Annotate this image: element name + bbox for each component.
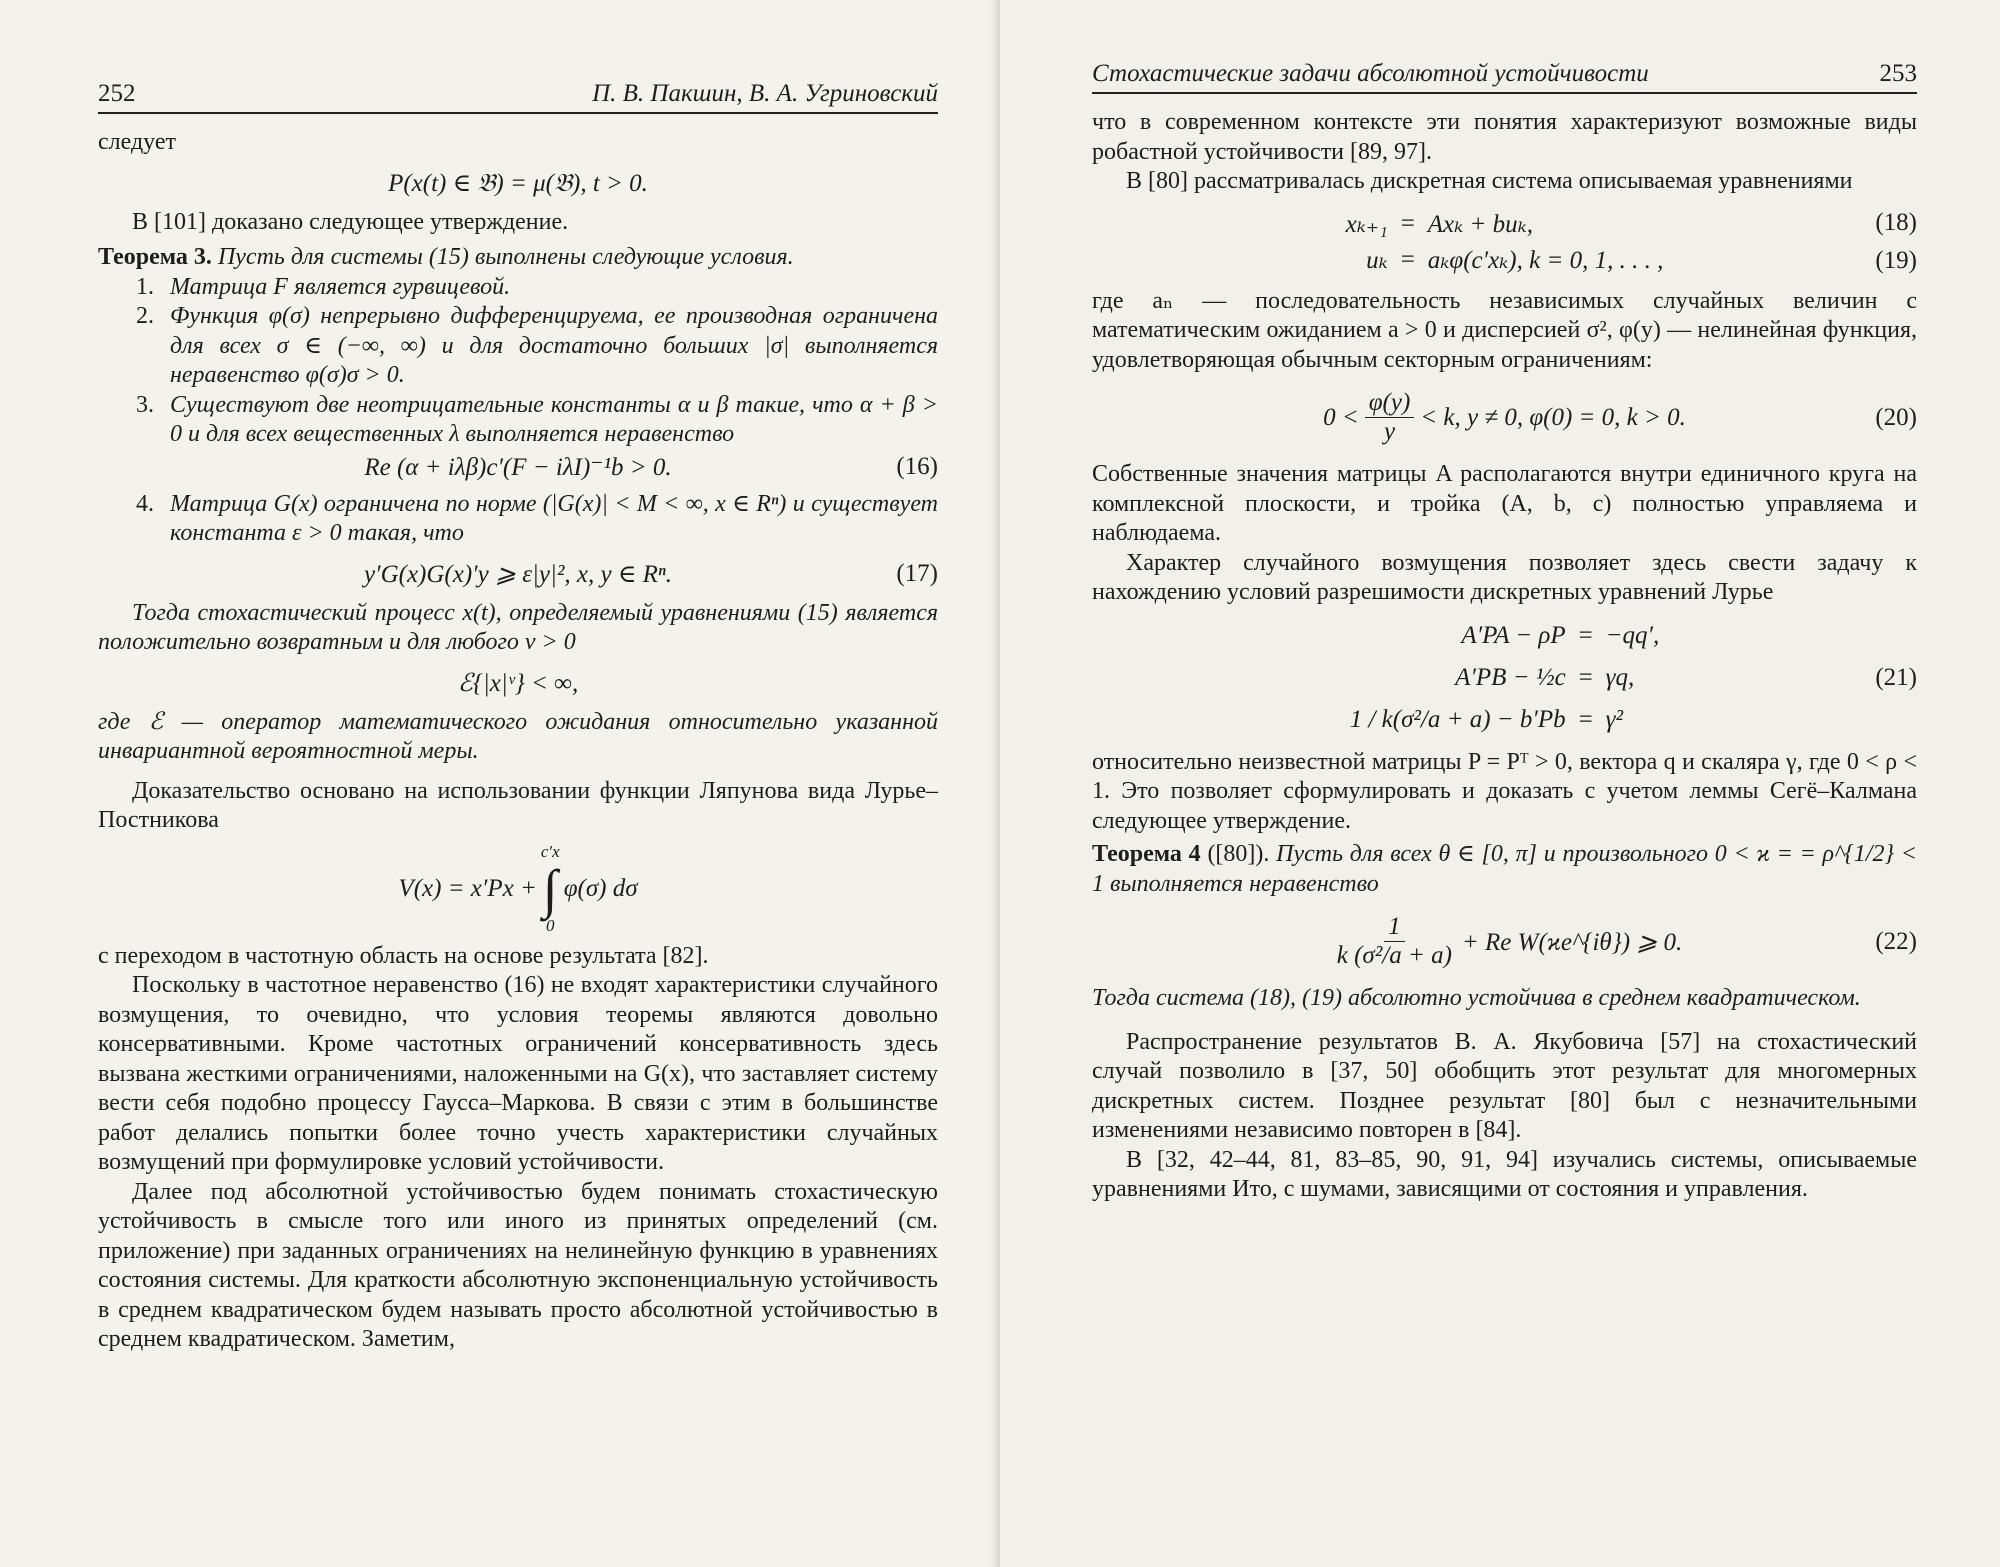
paragraph-proved: В [101] доказано следующее утверждение. — [132, 208, 569, 235]
paragraph-frequency: с переходом в частотную область на основе результата [82]. — [98, 942, 709, 969]
equations-18-19: xₖ₊₁ = Axₖ + buₖ, uₖ = aₖφ(c′xₖ), k = 0, 1, . . . , (18) (19) — [1345, 208, 1917, 274]
equation-16: Re (α + iλβ)c′(F − iλI)⁻¹b > 0. (16) — [364, 452, 938, 481]
right-text-column — [1092, 60, 1917, 1205]
running-head-right: Стохастические задачи абсолютной устойчивости — [1092, 60, 1649, 87]
paragraph-relative: относительно неизвестной матрицы P = Pᵀ > 0, вектора q и скаляра γ, где 0 < ρ < 1. Это позволяет сформулировать и доказать с учетом леммы Сегё–Калмана следующее утверждение. — [1092, 748, 1917, 834]
paragraph-where-a: где aₙ — последовательность независимых случайных величин с математическим ожиданием a > 0 и дисперсией σ², φ(y) — нелинейная функция, удовлетворяющая обычным секторным ограничениям: — [1092, 287, 1917, 373]
theorem-3-conditions — [98, 273, 938, 450]
page-number-left: 252 — [98, 80, 136, 107]
condition-4: 4. Матрица G(x) ограничена по норме (|G(x)| < M < ∞, x ∈ Rⁿ) и существует константа ε > 0 такая, что — [136, 490, 938, 546]
right-page-header — [1092, 60, 1917, 94]
equation-17: y′G(x)G(x)′y ⩾ ε|y|², x, y ∈ Rⁿ. (17) — [364, 559, 938, 588]
paragraph-where: где ℰ — оператор математического ожидания относительно указанной инвариантной вероятностной меры. — [98, 708, 938, 764]
paragraph-then: Тогда стохастический процесс x(t), определяемый уравнениями (15) является положительно возвратным и для любого ν > 0 — [98, 599, 938, 655]
equation-moment: ℰ{|x|ᵛ} < ∞, — [457, 669, 579, 697]
paragraph-further: Далее под абсолютной устойчивостью будем понимать стохастическую устойчивость в смысле того или иного из принятых определений (см. приложение) при заданных ограничениях на нелинейную функцию в уравнениях состояния системы. Для краткости абсолютную экспоненциальную устойчивость в среднем квадратическом будем называть просто абсолютной устойчивостью в среднем квадратическом. Заметим, — [98, 1178, 938, 1352]
theorem-3-conditions-cont — [98, 490, 938, 549]
paragraph-since: Поскольку в частотное неравенство (16) не входят характеристики случайного возмущения, то очевидно, что условия теоремы являются довольно консервативными. Кроме частотных ограничений консервативность здесь вызвана жесткими ограничениями, наложенными на G(x), что заставляет систему вести себя подобно процессу Гаусса–Маркова. В связи с этим в большинстве работ делались попытки более точно учесть характеристики случайных возмущений при формулировке условий устойчивости. — [98, 972, 938, 1175]
paragraph-in-80: В [80] рассматривалась дискретная система описываемая уравнениями — [1126, 168, 1853, 194]
right-page — [1000, 0, 2000, 1567]
page-number-right: 253 — [1879, 60, 1917, 87]
equation-22: $\frac{1}{\text{k (σ²/a + a)}}$ + Re W(ϰe^{iθ}) ⩾ 0. (22) — [1092, 913, 1917, 970]
integral-sign: c′x ∫ 0 — [540, 841, 560, 935]
paragraph-spread: Распространение результатов В. А. Якубовича [57] на стохастический случай позволило в [37, 50] обобщить этот результат для многомерных дискретных систем. Позднее результат [80] был с незначительными изменениями независимо повторен в [84]. — [1092, 1028, 1917, 1143]
fraction-phi-over-y: $\frac{\varphi(y)}{y}$ — [1365, 389, 1415, 446]
equation-invariant-measure: P(x(t) ∈ 𝔅) = μ(𝔅), t > 0. — [388, 169, 648, 197]
paragraph-follows: следует — [98, 129, 176, 155]
equation-19-number: (19) — [1875, 246, 1917, 274]
equation-lyapunov: V(x) = x′Px + c′x ∫ 0 φ(σ) dσ — [398, 841, 638, 935]
left-text-column — [98, 80, 938, 1355]
equation-20: 0 < $\frac{\varphi(y)}{y}$ < k, y ≠ 0, φ(0) = 0, k > 0. (20) — [1323, 389, 1917, 445]
equation-21: A′PA − ρP = −qq′, A′PB − ½c = γq, 1 / k(σ²/a + a) − b′Pb = γ² (21) — [1349, 621, 1917, 733]
paragraph-continued: что в современном контексте эти понятия характеризуют возможные виды робастной устойчивости [89, 97]. — [1092, 109, 1917, 165]
paragraph-then-4: Тогда система (18), (19) абсолютно устойчива в среднем квадратическом. — [1092, 985, 1861, 1011]
theorem-3: Теорема 3. Пусть для системы (15) выполнены следующие условия. — [98, 244, 794, 270]
left-page-header — [98, 80, 938, 114]
condition-1: 1. Матрица F является гурвицевой. — [136, 273, 511, 300]
paragraph-eigenvalues: Собственные значения матрицы A располагаются внутри единичного круга на комплексной плоскости, и тройка (A, b, c) полностью управляема и наблюдаема. — [1092, 461, 1917, 546]
condition-3: 3. Существуют две неотрицательные константы α и β такие, что α + β > 0 и для всех вещественных λ выполняется неравенство — [136, 391, 938, 447]
running-head-left: П. В. Пакшин, В. А. Угриновский — [592, 80, 938, 107]
condition-2: 2. Функция φ(σ) непрерывно дифференцируема, ее производная ограничена для всех σ ∈ (−∞, ∞) и для достаточно больших |σ| выполняется неравенство φ(σ)σ > 0. — [136, 303, 938, 388]
paragraph-proof: Доказательство основано на использовании функции Ляпунова вида Лурье–Постникова — [98, 777, 938, 833]
fraction-1-over-k: $\frac{1}{\text{k (σ²/a + a)}}$ — [1336, 913, 1452, 969]
equation-18-number: (18) — [1875, 208, 1917, 236]
paragraph-in-32: В [32, 42–44, 81, 83–85, 90, 91, 94] изучались системы, описываемые уравнениями Ито, с шумами, зависящими от состояния и управления. — [1092, 1146, 1917, 1202]
theorem-4: Теорема 4 ([80]). Пусть для всех θ ∈ [0, π] и произвольного 0 < ϰ = = ρ^{1/2} < 1 выполняется неравенство — [1092, 841, 1918, 897]
paragraph-character: Характер случайного возмущения позволяет здесь свести задачу к нахождению условий разрешимости дискретных уравнений Лурье — [1092, 549, 1917, 605]
